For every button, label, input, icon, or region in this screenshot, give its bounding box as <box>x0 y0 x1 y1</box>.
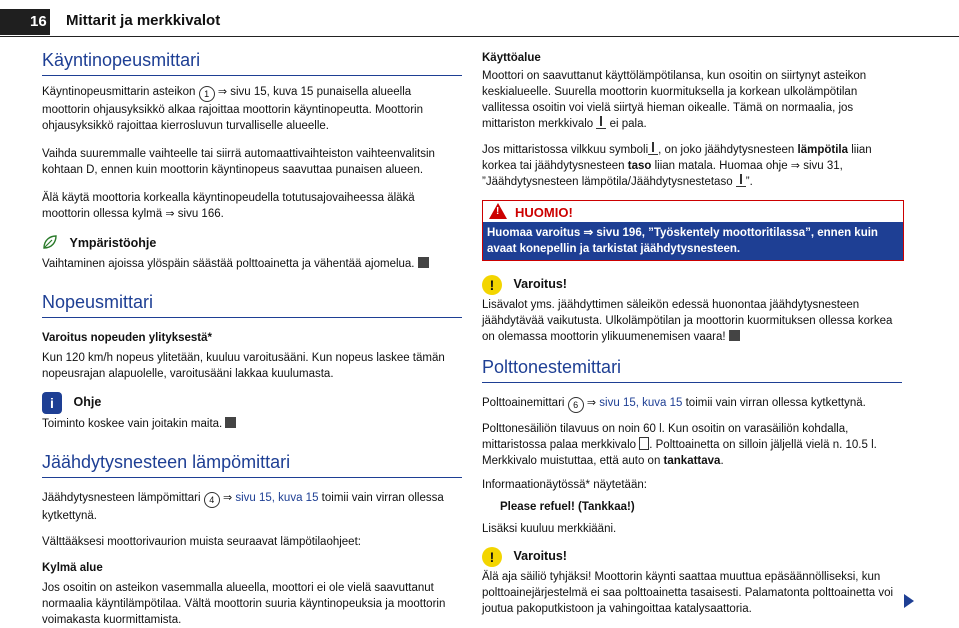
end-mark-icon <box>225 417 236 428</box>
refuel-message: Please refuel! (Tankkaa!) <box>500 501 635 513</box>
page-link[interactable]: sivu 15, kuva 15 <box>230 86 314 98</box>
fuel-paragraph-3: Informaationäytössä* näytetään: <box>482 479 647 491</box>
caution-text: Huomaa varoitus ⇒ sivu 196, ”Työskentely moottoritilassa”, ennen kuin avaat konepellin ja tarkistat jäähdytysnesteen. <box>483 222 903 260</box>
fuel-paragraph-5: Lisäksi kuuluu merkkiääni. <box>482 523 617 535</box>
fuel-paragraph-2: Polttonesäiliön tilavuus on noin 60 l. Kun osoitin on varasäiliön kohdalla, mittaristossa palaa merkkivalo . Polttoainetta on silloin jäljellä vielä n. 10.5 l. Merkkivalo muistuttaa, että auto on tankattava. <box>482 423 877 467</box>
ohje-heading: i Ohje <box>42 392 462 414</box>
page-number: 16 <box>0 9 50 35</box>
tach-title: Käyntinopeusmittari <box>42 50 462 76</box>
tach-paragraph-3: Älä käytä moottoria korkealla käyntinopeudella totutusajovaiheessa äläkä moottorin ollessa kylmä ⇒ sivu 166. <box>42 192 415 220</box>
cold-zone-subtitle: Kylmä alue <box>42 562 103 574</box>
callout-number: 6 <box>568 397 584 413</box>
coolant-paragraph-1: Jäähdytysnesteen lämpömittari 4 ⇒ sivu 15, kuva 15 toimii vain virran ollessa kytkettynä. <box>42 492 444 522</box>
page-link[interactable]: sivu 166. <box>177 208 224 220</box>
right-column <box>482 42 902 617</box>
operating-paragraph-2: Jos mittaristossa vilkkuu symboli , on joko jäähdytysnesteen lämpötila liian korkea tai jäähdytysnesteen taso liian matala. Huomaa ohje ⇒ sivu 31, ”Jäähdytysnesteen lämpötila/Jäähdytysnestetaso ”. <box>482 144 872 188</box>
operating-paragraph-1: Moottori on saavuttanut käyttölämpötilansa, kun osoitin on siirtynyt asteikon keskialueelle. Suurella moottorin kuormituksella ja korkean ulkolämpötilan vallitessa osoitin voi vielä siirtyä hieman oikealle. Tämä on normaalia, jos mittariston merkkivalo ei pala. <box>482 70 867 130</box>
arrow-icon: ⇒ <box>165 208 175 220</box>
arrow-icon: ⇒ <box>222 492 233 504</box>
warning-2-text: Älä aja säiliö tyhjäksi! Moottorin käynti saattaa muuttua epäsäännölliseksi, kun polttoainejärjestelmä ei saa polttoainetta tasaisesti. Palamatonta polttoainetta voi joutua pakoputkistoon ja vahingoittaa katalysaattoria. <box>482 571 894 615</box>
fuel-pump-icon <box>639 437 649 450</box>
coolant-paragraph-3: Jos osoitin on asteikon vasemmalla alueella, moottori ei ole vielä saavuttanut normaalia käyntilämpötilaa. Vältä moottorin suuria käyntinopeuksia ja moottorin voimakasta kuormittamista. <box>42 582 446 626</box>
left-column <box>42 42 462 628</box>
tach-paragraph-2: Vaihda suuremmalle vaihteelle tai siirrä automaattivaihteiston vaihteenvalitsin kohtaan D, ennen kuin moottorin käyntinopeus saavuttaa punaisen alueen. <box>42 148 435 176</box>
coolant-temp-icon <box>596 116 606 129</box>
fuel-paragraph-1: Polttoainemittari 6 ⇒ sivu 15, kuva 15 toimii vain virran ollessa kytkettynä. <box>482 395 902 413</box>
tach-paragraph-1: Käyntinopeusmittarin asteikon 1 ⇒ sivu 15, kuva 15 punaisella alueella moottorin ohjausyksikkö alkaa rajoittaa moottorin käyntinopeutta. Moottorin ohjausyksikkö rajoittaa kierrosluvun turvalliselle alueelle. <box>42 86 423 132</box>
env-text: Vaihtaminen ajoissa ylöspäin säästää polttoainetta ja vähentää ajomelua. <box>42 256 462 272</box>
env-heading: Ympäristöohje <box>42 234 462 250</box>
info-icon: i <box>42 392 62 414</box>
page-link[interactable]: sivu 15, kuva 15 <box>599 397 683 409</box>
page-header <box>0 0 959 42</box>
exclamation-icon: ! <box>482 275 502 295</box>
warning-1-text: Lisävalot yms. jäähdyttimen säleikön edessä huonontaa jäähdytysnesteen jäähdytävää vaikutusta. Ulkolämpötilan ja moottorin kuormituksen ollessa korkea on olemassa moottorin ylikuumenemisen vaara! <box>482 299 893 343</box>
operating-subtitle: Käyttöalue <box>482 52 541 64</box>
callout-number: 4 <box>204 492 220 508</box>
caution-heading: ! HUOMIO! <box>483 201 903 222</box>
coolant-temp-icon <box>648 142 658 155</box>
header-rule <box>0 36 959 37</box>
next-page-arrow-icon <box>904 594 914 608</box>
arrow-icon: ⇒ <box>790 160 801 172</box>
exclamation-icon: ! <box>482 547 502 567</box>
end-mark-icon <box>418 257 429 268</box>
arrow-icon: ⇒ <box>217 86 228 98</box>
speed-paragraph: Kun 120 km/h nopeus ylitetään, kuuluu varoitusääni. Kun nopeus laskee tämän nopeusrajan alapuolelle, varoitusääni lakkaa kuulumasta. <box>42 352 445 380</box>
arrow-icon: ⇒ <box>586 397 597 409</box>
leaf-icon <box>42 234 58 250</box>
end-mark-icon <box>729 330 740 341</box>
speed-title: Nopeusmittari <box>42 292 462 318</box>
warning-1-heading: ! Varoitus! <box>482 275 902 295</box>
callout-number: 1 <box>199 86 215 102</box>
caution-box <box>482 200 904 261</box>
coolant-title: Jäähdytysnesteen lämpömittari <box>42 452 462 478</box>
page-link[interactable]: sivu 31, ”Jäähdytysnesteen lämpötila/Jäähdytysnestetaso <box>482 160 843 188</box>
coolant-paragraph-2: Välttääksesi moottorivaurion muista seuraavat lämpötilaohjeet: <box>42 536 361 548</box>
warning-2-heading: ! Varoitus! <box>482 547 902 567</box>
chapter-title: Mittarit ja merkkivalot <box>66 12 221 29</box>
page-link[interactable]: sivu 15, kuva 15 <box>235 492 319 504</box>
warning-triangle-icon: ! <box>489 203 507 219</box>
ohje-text: Toiminto koskee vain joitakin maita. <box>42 416 462 432</box>
fuel-title: Polttonestemittari <box>482 357 902 383</box>
coolant-temp-icon <box>736 174 746 187</box>
speed-subtitle: Varoitus nopeuden ylityksestä* <box>42 332 213 344</box>
